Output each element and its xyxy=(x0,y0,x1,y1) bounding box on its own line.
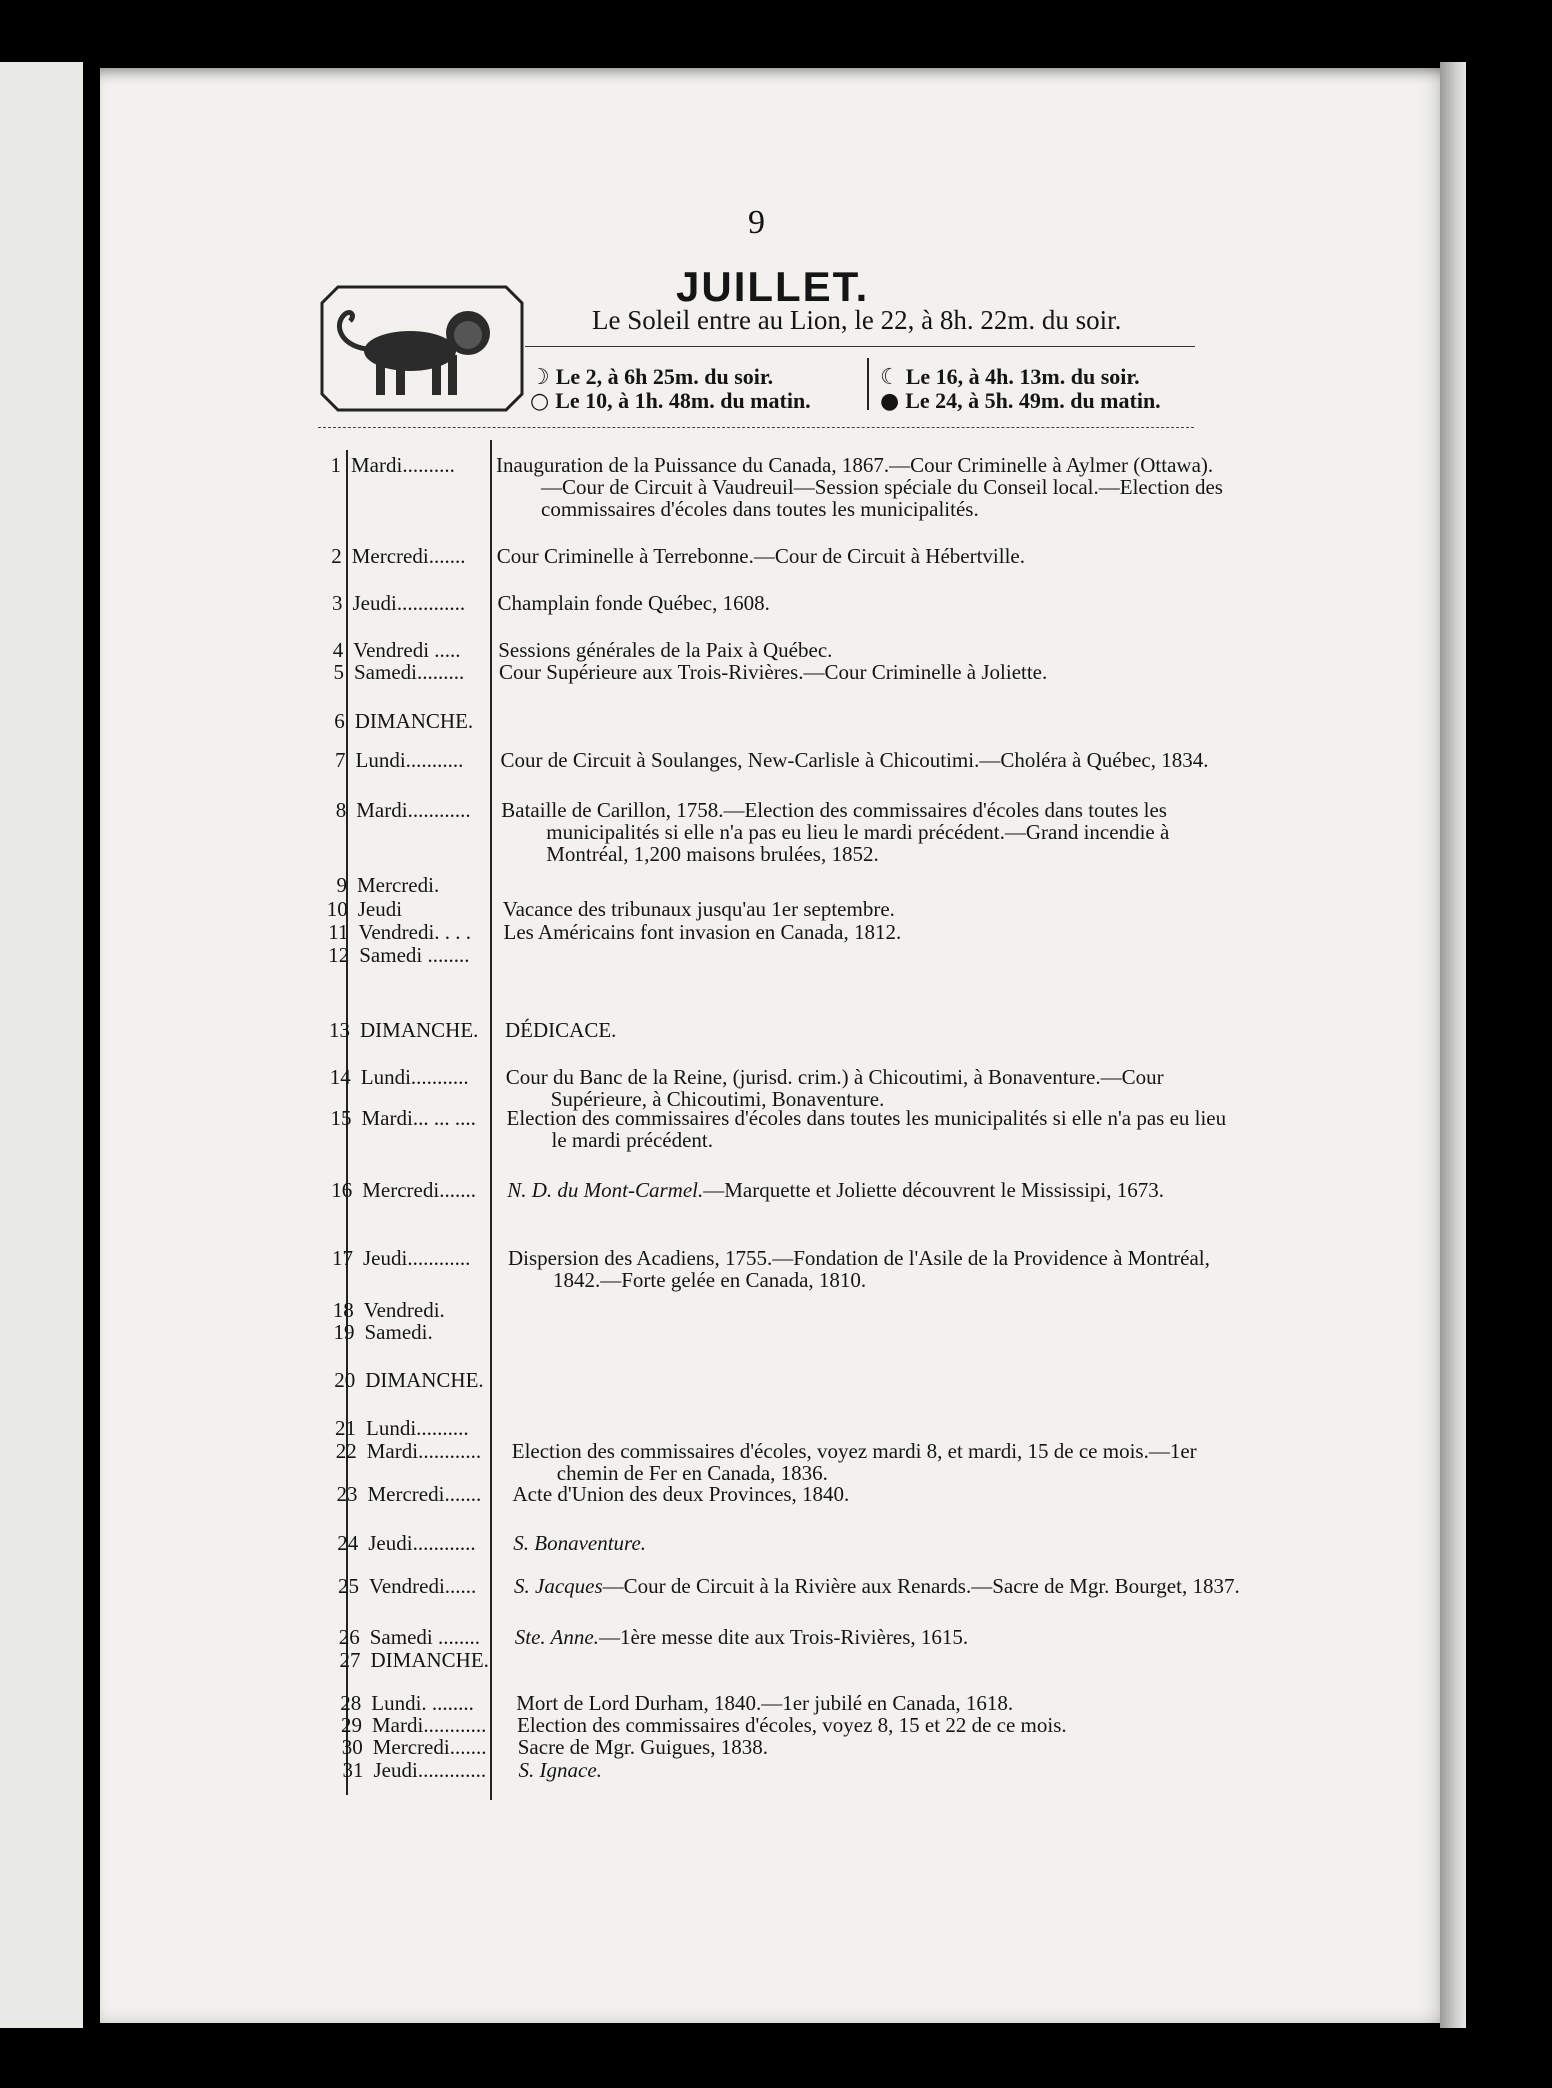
event-text: Champlain fonde Québec, 1608. xyxy=(497,591,770,615)
day-name: Mardi............ xyxy=(372,1713,487,1737)
day-number: 2 xyxy=(331,544,342,568)
day-name: DIMANCHE. xyxy=(365,1368,484,1392)
day-number: 28 xyxy=(340,1691,362,1715)
day-number: 30 xyxy=(341,1735,363,1759)
event-text: Acte d'Union des deux Provinces, 1840. xyxy=(512,1482,850,1506)
new-moon-icon: ● xyxy=(880,389,900,414)
day-event xyxy=(515,1626,1250,1648)
page-binding-shadow xyxy=(1440,62,1466,2028)
event-text: Election des commissaires d'écoles, voyez 8, 15 et 22 de ce mois. xyxy=(517,1713,1067,1737)
day-event xyxy=(514,1575,1249,1597)
day-number: 22 xyxy=(335,1439,357,1463)
page-number: 9 xyxy=(748,204,765,241)
day-number: 9 xyxy=(336,873,347,897)
day-event xyxy=(503,898,1238,920)
moon-phase-last-quarter xyxy=(880,364,1140,390)
day-name: Vendredi...... xyxy=(369,1574,477,1598)
day-number: 24 xyxy=(337,1531,359,1555)
day-number: 26 xyxy=(338,1625,360,1649)
day-name: Mercredi. xyxy=(357,873,440,897)
event-text: Vacance des tribunaux jusqu'au 1er septembre. xyxy=(502,897,895,921)
day-event xyxy=(512,1440,1247,1484)
day-event xyxy=(508,1247,1243,1291)
moon-phase-text: Le 16, à 4h. 13m. du soir. xyxy=(905,364,1140,389)
day-number: 19 xyxy=(333,1320,355,1344)
day-event xyxy=(507,1107,1242,1151)
day-name-column-rule xyxy=(490,440,492,1800)
day-event xyxy=(505,1019,1240,1041)
saint-name: Ste. Anne. xyxy=(514,1625,599,1649)
day-number: 18 xyxy=(332,1298,354,1322)
day-name: Vendredi. xyxy=(363,1298,445,1322)
day-event xyxy=(498,592,1233,614)
day-event xyxy=(501,749,1236,771)
moon-phase-new xyxy=(880,388,1161,414)
day-event xyxy=(498,639,1233,661)
moon-phase-text: Le 2, à 6h 25m. du soir. xyxy=(555,364,774,389)
day-name: Vendredi ..... xyxy=(353,638,461,662)
event-text: —Marquette et Joliette découvrent le Mississipi, 1673. xyxy=(703,1178,1164,1202)
day-number: 31 xyxy=(342,1758,364,1782)
event-text: Mort de Lord Durham, 1840.—1er jubilé en Canada, 1618. xyxy=(516,1691,1014,1715)
lion-engraving-icon xyxy=(320,285,524,412)
day-number: 14 xyxy=(329,1065,351,1089)
day-number: 5 xyxy=(333,660,344,684)
day-name: Mardi... ... .... xyxy=(361,1106,476,1130)
day-event xyxy=(506,1066,1241,1110)
moon-phase-first-quarter xyxy=(530,364,773,390)
event-text: Dispersion des Acadiens, 1755.—Fondation de l'Asile de la Providence à Montréal, 1842.—Forte gelée en Canada, 1810. xyxy=(508,1246,1210,1292)
saint-name: S. Jacques xyxy=(514,1574,603,1598)
previous-page-edge xyxy=(0,62,83,2028)
day-event xyxy=(501,799,1236,865)
day-number: 10 xyxy=(326,897,348,921)
day-name: Samedi......... xyxy=(354,660,465,684)
day-event xyxy=(516,1692,1251,1714)
day-event xyxy=(518,1736,1253,1758)
day-number: 13 xyxy=(329,1018,350,1042)
sun-entry-line: Le Soleil entre au Lion, le 22, à 8h. 22m. du soir. xyxy=(592,305,1122,335)
day-number: 6 xyxy=(334,709,345,733)
saint-name: S. Ignace. xyxy=(518,1758,602,1782)
full-moon-icon: ○ xyxy=(530,389,550,414)
day-name: Jeudi............. xyxy=(352,591,466,615)
day-name: Jeudi............ xyxy=(368,1531,476,1555)
day-name: Samedi ........ xyxy=(359,943,470,967)
month-title: JUILLET. xyxy=(676,263,870,310)
day-number: 8 xyxy=(335,798,347,822)
event-text: —1ère messe dite aux Trois-Rivières, 1615. xyxy=(598,1625,969,1649)
day-event xyxy=(513,1532,1248,1554)
day-name: Mardi............ xyxy=(366,1439,482,1463)
day-name: Mardi.......... xyxy=(351,453,455,477)
day-number: 27 xyxy=(339,1648,361,1672)
day-number: 15 xyxy=(330,1106,352,1130)
day-number: 29 xyxy=(341,1713,362,1737)
event-text: DÉDICACE. xyxy=(505,1018,617,1042)
event-text: Les Américains font invasion en Canada, 1812. xyxy=(503,920,902,944)
day-number: 1 xyxy=(330,453,341,477)
event-text: Cour Supérieure aux Trois-Rivières.—Cour Criminelle à Joliette. xyxy=(499,660,1048,684)
day-number: 12 xyxy=(328,943,350,967)
day-name: Mercredi....... xyxy=(367,1482,482,1506)
day-event xyxy=(499,661,1234,683)
event-text: Sessions générales de la Paix à Québec. xyxy=(498,638,833,662)
day-name: Lundi........... xyxy=(360,1065,469,1089)
day-number: 23 xyxy=(336,1482,358,1506)
saint-name: N. D. du Mont-Carmel. xyxy=(507,1178,704,1202)
day-number: 25 xyxy=(338,1574,359,1598)
event-text: Cour du Banc de la Reine, (jurisd. crim.) à Chicoutimi, à Bonaventure.—Cour Supérieure, à Chicoutimi, Bonaventure. xyxy=(505,1065,1164,1111)
day-name: Jeudi............. xyxy=(373,1758,487,1782)
day-event xyxy=(507,1179,1242,1201)
day-name: DIMANCHE. xyxy=(360,1018,479,1042)
event-text: Election des commissaires d'écoles dans toutes les municipalités si elle n'a pas eu lieu le mardi précédent. xyxy=(506,1106,1227,1152)
day-event xyxy=(519,1759,1254,1781)
moon-phase-divider xyxy=(867,358,869,410)
day-name: Vendredi. . . . xyxy=(358,920,472,944)
day-name: DIMANCHE. xyxy=(370,1648,489,1672)
event-text: Sacre de Mgr. Guigues, 1838. xyxy=(517,1735,768,1759)
event-text: —Cour de Circuit à la Rivière aux Renards.—Sacre de Mgr. Bourget, 1837. xyxy=(602,1574,1240,1598)
day-event xyxy=(497,545,1232,567)
day-name: Samedi. xyxy=(364,1320,433,1344)
day-number: 17 xyxy=(332,1246,353,1270)
event-text: Inauguration de la Puissance du Canada, 1867.—Cour Criminelle à Aylmer (Ottawa).—Cour de Circuit à Vaudreuil—Session spéciale du Conseil local.—Election des commissaires d'écoles dans toutes les municipalités. xyxy=(496,453,1223,521)
day-number: 7 xyxy=(335,748,346,772)
saint-name: S. Bonaventure. xyxy=(513,1531,647,1555)
day-number: 20 xyxy=(334,1368,356,1392)
first-quarter-moon-icon: ☽ xyxy=(530,365,550,390)
moon-phase-text: Le 10, à 1h. 48m. du matin. xyxy=(555,388,811,413)
day-name: Lundi........... xyxy=(355,748,464,772)
day-name: Mercredi....... xyxy=(362,1178,476,1202)
day-number: 11 xyxy=(328,920,349,944)
event-text: Cour Criminelle à Terrebonne.—Cour de Circuit à Hébertville. xyxy=(496,544,1025,568)
event-text: Bataille de Carillon, 1758.—Election des commissaires d'écoles dans toutes les municipalités si elle n'a pas eu lieu le mardi précédent.—Grand incendie à Montréal, 1,200 maisons brulées, 1852. xyxy=(501,798,1170,866)
day-number: 4 xyxy=(332,638,344,662)
day-name: Lundi.......... xyxy=(366,1416,469,1440)
event-text: Election des commissaires d'écoles, voyez mardi 8, et mardi, 15 de ce mois.—1er chemin de Fer en Canada, 1836. xyxy=(511,1439,1197,1485)
day-name: Jeudi............ xyxy=(363,1246,471,1270)
day-name: Mercredi....... xyxy=(372,1735,487,1759)
day-number: 16 xyxy=(331,1178,353,1202)
day-name: Lundi. ........ xyxy=(371,1691,474,1715)
day-name: Mardi............ xyxy=(356,798,471,822)
day-name: DIMANCHE. xyxy=(354,709,474,733)
header-bottom-rule xyxy=(318,427,1194,428)
day-number: 21 xyxy=(335,1416,356,1440)
last-quarter-moon-icon: ☾ xyxy=(880,365,900,390)
day-number: 3 xyxy=(332,591,343,615)
moon-phase-full xyxy=(530,388,811,414)
day-event xyxy=(513,1483,1248,1505)
day-event xyxy=(496,454,1231,520)
event-text: Cour de Circuit à Soulanges, New-Carlisle à Chicoutimi.—Choléra à Québec, 1834. xyxy=(500,748,1209,772)
moon-phase-text: Le 24, à 5h. 49m. du matin. xyxy=(905,388,1161,413)
day-name: Samedi ........ xyxy=(369,1625,480,1649)
day-name: Mercredi....... xyxy=(351,544,466,568)
day-event xyxy=(504,921,1239,943)
header-rule xyxy=(525,346,1195,347)
day-name: Jeudi xyxy=(357,897,403,921)
day-event xyxy=(517,1714,1252,1736)
